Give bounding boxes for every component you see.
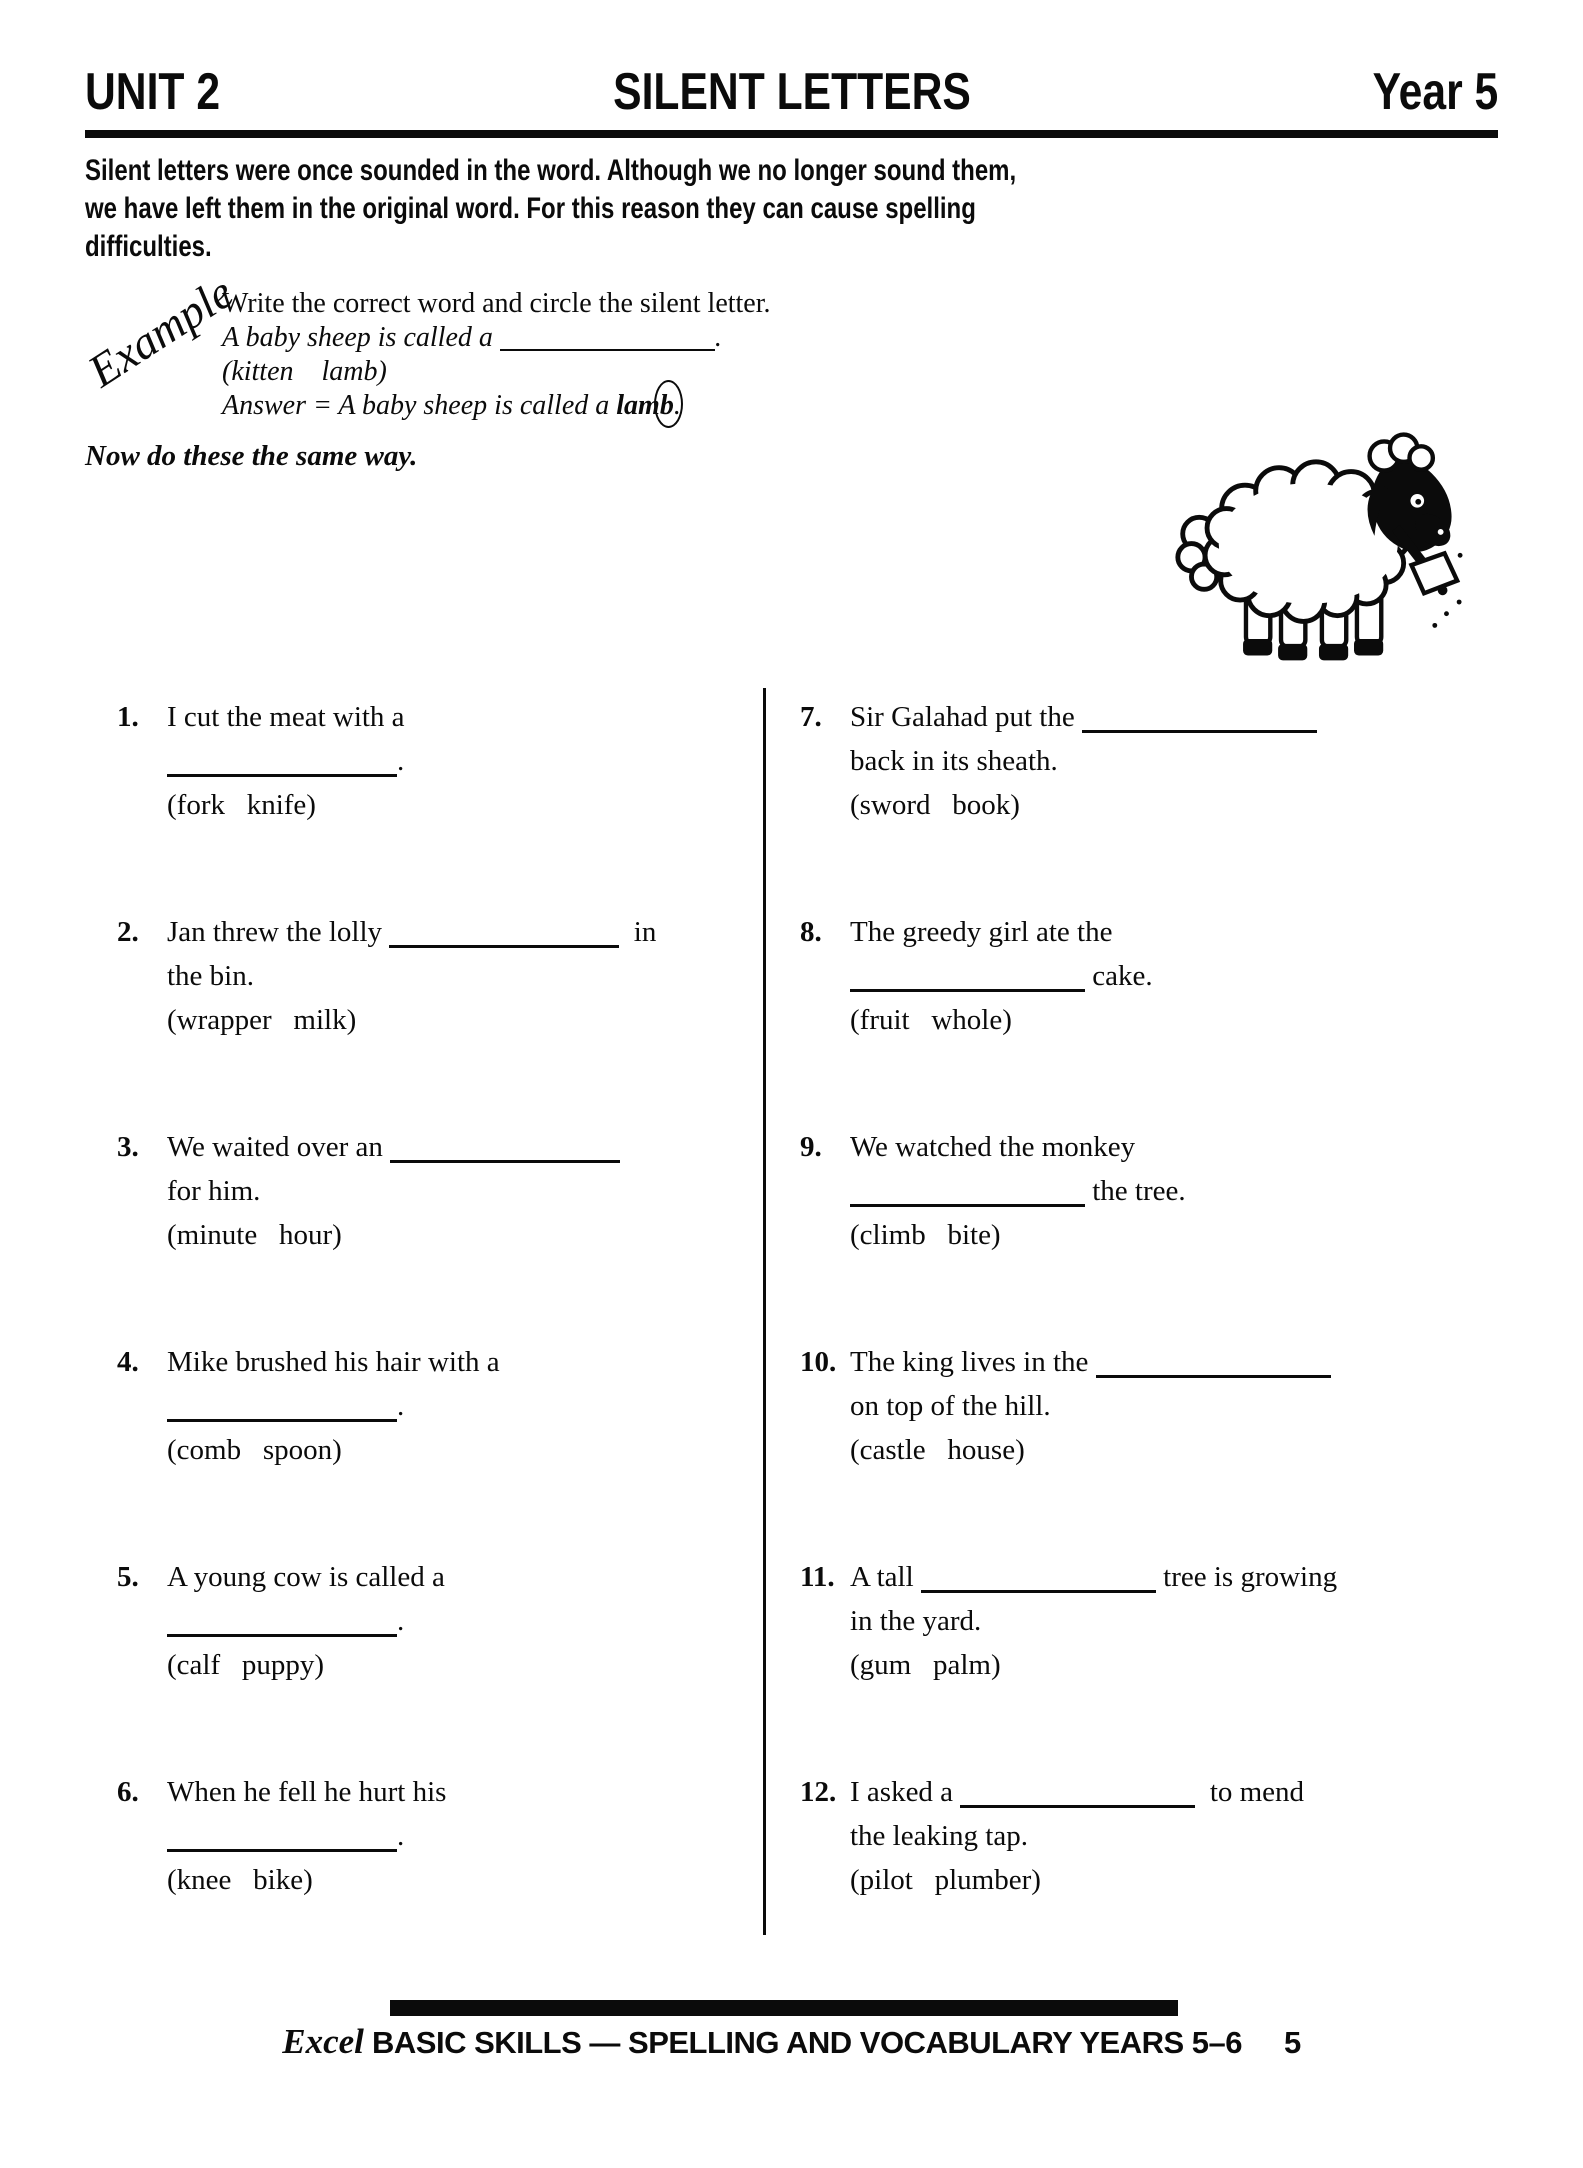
choices-line (167, 1213, 727, 1257)
question-text: the bin. (167, 960, 254, 992)
question-text: (sword book) (850, 789, 1020, 821)
example-label: Example (79, 266, 242, 397)
question-text: . (397, 745, 405, 777)
example-answer-blank (500, 349, 715, 351)
question-item (800, 1125, 1500, 1257)
question-item (117, 1340, 727, 1472)
question-item (800, 1770, 1500, 1902)
column-divider (763, 688, 766, 1935)
question-text: in the yard. (850, 1605, 982, 1637)
answer-blank (167, 1419, 397, 1422)
example-choices: (kitten lamb) (222, 356, 387, 387)
question-number: 8. (800, 916, 822, 948)
question-text: back in its sheath. (850, 745, 1058, 777)
example-instruction: Write the correct word and circle the silent letter. (222, 288, 771, 319)
question-text: I cut the meat with a (167, 701, 405, 733)
question-text: (fruit whole) (850, 1004, 1012, 1036)
question-text: (wrapper milk) (167, 1004, 357, 1036)
question-text: the leaking tap. (850, 1820, 1028, 1852)
question-line (850, 739, 1500, 783)
footer-brand: Excel (282, 2022, 364, 2061)
question-number: 10. (800, 1346, 837, 1378)
question-item (800, 910, 1500, 1042)
question-line (850, 954, 1500, 998)
intro-paragraph (85, 152, 1016, 266)
answer-blank (167, 774, 397, 777)
question-body (850, 1340, 1500, 1472)
question-line (850, 695, 1500, 739)
example-answer-lead: Answer = A baby sheep is called a (222, 390, 617, 421)
question-body (167, 1770, 727, 1902)
answer-blank (1082, 730, 1317, 733)
question-text: . (397, 1820, 405, 1852)
question-line (167, 1169, 727, 1213)
question-number: 9. (800, 1131, 822, 1163)
answer-blank (390, 1160, 620, 1163)
answer-blank (921, 1590, 1156, 1593)
question-body (167, 1340, 727, 1472)
questions-column-right (800, 695, 1500, 1985)
question-text: (fork knife) (167, 789, 316, 821)
question-text: (minute hour) (167, 1219, 342, 1251)
choices-line (167, 1643, 727, 1687)
question-text: A tall (850, 1561, 921, 1593)
example-block (222, 287, 771, 423)
answer-blank (850, 1204, 1085, 1207)
question-item (800, 695, 1500, 827)
question-line (167, 910, 727, 954)
choices-line (850, 1643, 1500, 1687)
question-number: 3. (117, 1131, 139, 1163)
question-text: (calf puppy) (167, 1649, 325, 1681)
answer-blank (850, 989, 1085, 992)
question-line (850, 1555, 1500, 1599)
question-text: We watched the monkey (850, 1131, 1136, 1163)
question-item (117, 1555, 727, 1687)
answer-blank (1096, 1375, 1331, 1378)
choices-line (167, 783, 727, 827)
question-body (167, 1125, 727, 1257)
question-text: (comb spoon) (167, 1434, 342, 1466)
question-line (850, 910, 1500, 954)
question-number: 4. (117, 1346, 139, 1378)
answer-blank (167, 1634, 397, 1637)
question-line (850, 1169, 1500, 1213)
circled-silent-letter: b (659, 390, 674, 421)
question-text: (gum palm) (850, 1649, 1001, 1681)
question-number: 1. (117, 701, 139, 733)
page-header (85, 63, 1498, 138)
question-line (167, 1555, 727, 1599)
question-text: The king lives in the (850, 1346, 1096, 1378)
question-body (850, 910, 1500, 1042)
answer-blank (960, 1805, 1195, 1808)
question-text: (climb bite) (850, 1219, 1001, 1251)
question-line (850, 1599, 1500, 1643)
question-line (167, 695, 727, 739)
answer-blank (167, 1849, 397, 1852)
choices-line (167, 1428, 727, 1472)
choices-line (167, 1858, 727, 1902)
question-number: 12. (800, 1776, 837, 1808)
question-body (167, 695, 727, 827)
choices-line (850, 783, 1500, 827)
example-sentence (222, 321, 771, 355)
question-line (167, 739, 727, 783)
questions-column-left (117, 695, 727, 1985)
question-line (167, 1770, 727, 1814)
question-line (167, 1340, 727, 1384)
question-line (167, 954, 727, 998)
question-text: in (619, 916, 657, 948)
intro-line: we have left them in the original word. For this reason they can cause spelling (85, 192, 976, 225)
page-number: 5 (1283, 2025, 1301, 2060)
question-text: (castle house) (850, 1434, 1025, 1466)
question-text: the tree. (1085, 1175, 1186, 1207)
question-text: Jan threw the lolly (167, 916, 390, 948)
question-body (850, 695, 1500, 827)
choices-line (850, 998, 1500, 1042)
choices-line (850, 1213, 1500, 1257)
question-body (850, 1555, 1500, 1687)
question-line (850, 1384, 1500, 1428)
question-number: 5. (117, 1561, 139, 1593)
question-body (167, 910, 727, 1042)
question-item (117, 695, 727, 827)
question-line (167, 1814, 727, 1858)
question-body (167, 1555, 727, 1687)
question-line (167, 1384, 727, 1428)
question-item (800, 1555, 1500, 1687)
question-number: 11. (800, 1561, 835, 1593)
question-item (117, 910, 727, 1042)
question-text: . (397, 1390, 405, 1422)
question-number: 7. (800, 701, 822, 733)
choices-line (167, 998, 727, 1042)
question-text: on top of the hill. (850, 1390, 1051, 1422)
question-line (167, 1125, 727, 1169)
question-text: Mike brushed his hair with a (167, 1346, 500, 1378)
page-title: SILENT LETTERS (612, 63, 971, 121)
year-label: Year 5 (1372, 63, 1498, 121)
question-text: I asked a (850, 1776, 961, 1808)
question-text: A young cow is called a (167, 1561, 445, 1593)
question-text: When he fell he hurt his (167, 1776, 447, 1808)
question-body (850, 1125, 1500, 1257)
question-line (850, 1770, 1500, 1814)
question-number: 2. (117, 916, 139, 948)
question-line (850, 1814, 1500, 1858)
footer-rule (390, 2000, 1178, 2016)
answer-blank (389, 945, 619, 948)
question-text: (knee bike) (167, 1864, 313, 1896)
sheep-illustration-icon (1172, 408, 1464, 688)
question-text: We waited over an (167, 1131, 391, 1163)
question-line (167, 1599, 727, 1643)
unit-label: UNIT 2 (85, 63, 221, 121)
intro-line: difficulties. (85, 230, 212, 263)
question-text: tree is growing (1155, 1561, 1338, 1593)
question-text: for him. (167, 1175, 261, 1207)
footer-series-title: BASIC SKILLS — SPELLING AND VOCABULARY YEARS 5–6 (363, 2025, 1242, 2060)
example-answer-period: . (673, 390, 681, 421)
question-line (850, 1125, 1500, 1169)
question-text: . (397, 1605, 405, 1637)
question-text: Sir Galahad put the (850, 701, 1082, 733)
footer (85, 2022, 1498, 2062)
choices-line (850, 1858, 1500, 1902)
question-text: The greedy girl ate the (850, 916, 1113, 948)
example-answer (222, 389, 771, 423)
example-sentence-period: . (714, 322, 722, 353)
choices-line (850, 1428, 1500, 1472)
question-text: to mend (1195, 1776, 1305, 1808)
question-number: 6. (117, 1776, 139, 1808)
question-item (800, 1340, 1500, 1472)
question-item (117, 1770, 727, 1902)
question-line (850, 1340, 1500, 1384)
question-text: (pilot plumber) (850, 1864, 1041, 1896)
question-item (117, 1125, 727, 1257)
question-body (850, 1770, 1500, 1902)
question-text: cake. (1085, 960, 1153, 992)
intro-line: Silent letters were once sounded in the word. Although we no longer sound them, (85, 154, 1017, 187)
example-answer-word: lam (616, 390, 660, 421)
subheading: Now do these the same way. (85, 440, 418, 472)
example-sentence-text: A baby sheep is called a (222, 322, 500, 353)
